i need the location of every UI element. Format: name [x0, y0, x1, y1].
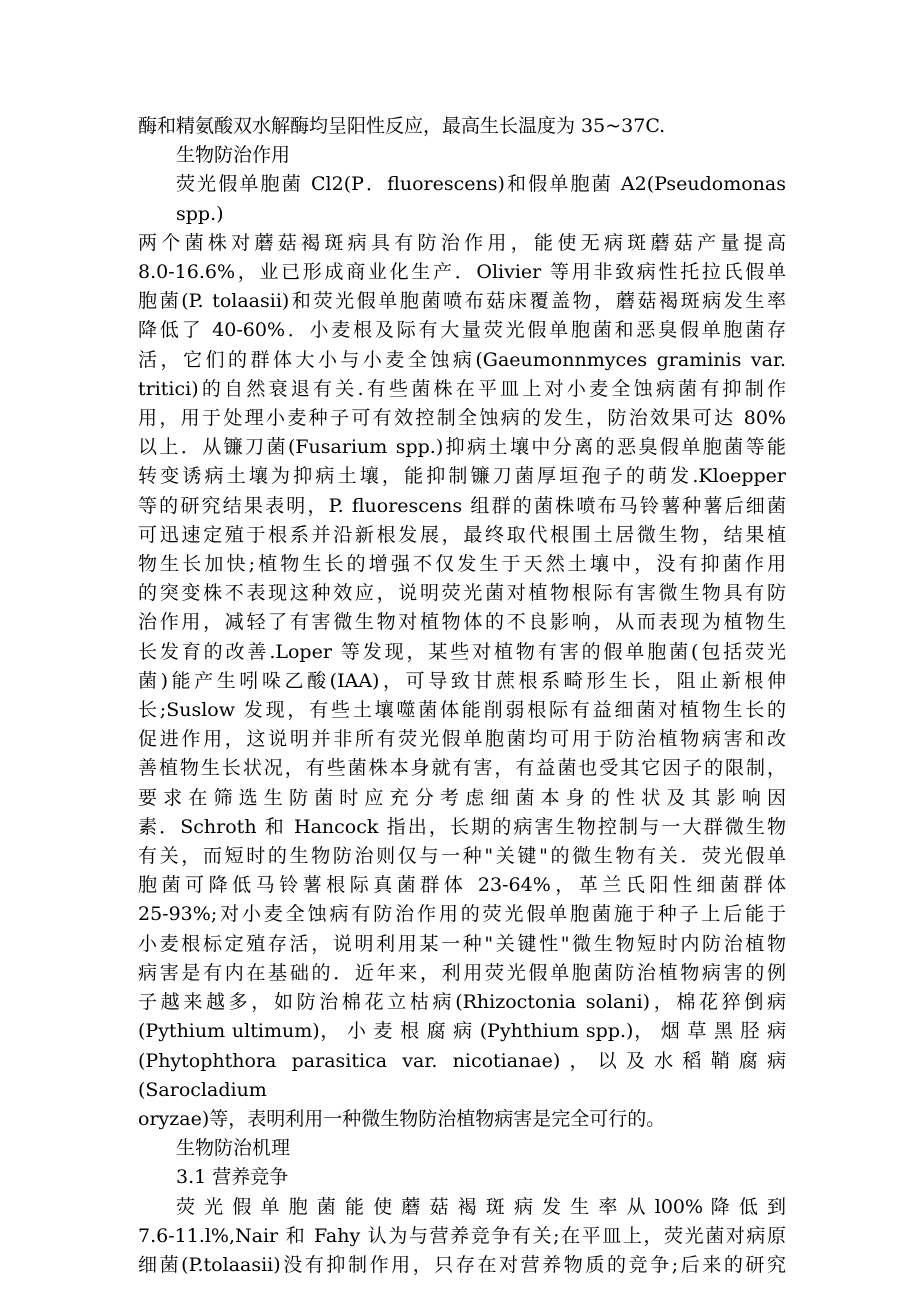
text-line: (Pythium ultimum)， 小 麦 根 腐 病 (Pyhthium spp.)， 烟 草 黑 胫 病 [138, 1020, 786, 1043]
text-line: 胞菌(P. tolaasii)和荧光假单胞菌喷布菇床覆盖物，蘑菇褐斑病发生率 [138, 290, 786, 313]
text-line: 7.6-11.l%,Nair 和 Fahy 认为与营养竞争有关;在平皿上，荧光菌对病原 [138, 1224, 786, 1247]
text-line: 胞菌可降低马铃薯根际真菌群体 23-64%，革兰氏阳性细菌群体 [138, 874, 786, 897]
text-line: 降低了 40-60%．小麦根及际有大量荧光假单胞菌和恶臭假单胞菌存 [138, 319, 786, 342]
text-line: 用，用于处理小麦种子可有效控制全蚀病的发生，防治效果可达 80% [138, 407, 786, 430]
text-line: 物生长加快;植物生长的增强不仅发生于天然土壤中，没有抑菌作用 [138, 553, 786, 576]
text-line: oryzae)等，表明利用一种微生物防治植物病害是完全可行的。 [138, 1107, 666, 1130]
text-line: (Phytophthora parasitica var. nicotianae)，以及水稻鞘腐病(Sarocladium [138, 1049, 786, 1101]
text-line: 生物防治作用 [176, 144, 291, 167]
text-line: 可迅速定殖于根系并沿新根发展，最终取代根围土居微生物，结果植 [138, 523, 786, 546]
text-line: 等的研究结果表明，P. fluorescens 组群的菌株喷布马铃薯种薯后细菌 [138, 494, 786, 517]
text-line: 活，它们的群体大小与小麦全蚀病(Gaeumonnmyces graminis var. [138, 348, 786, 371]
text-line: 子越来越多，如防治棉花立枯病(Rhizoctonia solani)，棉花猝倒病 [138, 991, 786, 1014]
text-line: 善植物生长状况，有些菌株本身就有害，有益菌也受其它因子的限制， [138, 757, 786, 780]
text-line: 荧 光 假 单 胞 菌 能 使 蘑 菇 褐 斑 病 发 生 率 从 l00% 降 低 到 [176, 1195, 786, 1218]
document-page [138, 112, 786, 1280]
text-line: 有关，而短时的生物防治则仅与一种"关键"的微生物有关．荧光假单 [138, 845, 786, 868]
text-line: 治作用，减轻了有害微生物对植物体的不良影响，从而表现为植物生 [138, 611, 786, 634]
text-line: 两个菌株对蘑菇褐斑病具有防治作用，能使无病斑蘑菇产量提高 [138, 231, 786, 254]
text-line: 荧光假单胞菌 Cl2(P．fluorescens)和假单胞菌 A2(Pseudomonas spp.) [176, 173, 786, 225]
text-line: 小麦根标定殖存活，说明利用某一种"关键性"微生物短时内防治植物 [138, 932, 786, 955]
text-line: 生物防治机理 [176, 1137, 291, 1160]
text-line: 素．Schroth 和 Hancock 指出，长期的病害生物控制与一大群微生物 [138, 815, 786, 838]
text-line: 长发育的改善.Loper 等发现，某些对植物有害的假单胞菌(包括荧光 [138, 640, 786, 663]
text-line: 3.1 营养竞争 [176, 1166, 289, 1189]
text-line: 要求在筛选生防菌时应充分考虑细菌本身的性状及其影响因 [138, 786, 786, 809]
text-line: 长;Suslow 发现，有些土壤噬菌体能削弱根际有益细菌对植物生长的 [138, 699, 786, 722]
text-line: 酶和精氨酸双水解酶均呈阳性反应，最高生长温度为 35~37C. [138, 115, 666, 137]
text-line: 8.0-16.6%，业已形成商业化生产．Olivier 等用非致病性托拉氏假单 [138, 261, 786, 284]
text-line: 的突变株不表现这种效应，说明荧光菌对植物根际有害微生物具有防 [138, 582, 786, 605]
text-line: 菌)能产生吲哚乙酸(IAA)，可导致甘蔗根系畸形生长，阻止新根伸 [138, 669, 786, 692]
text-line: 以上．从镰刀菌(Fusarium spp.)抑病土壤中分离的恶臭假单胞菌等能 [138, 436, 786, 459]
text-line: 转变诱病土壤为抑病土壤，能抑制镰刀菌厚垣孢子的萌发.Kloepper [138, 465, 786, 488]
text-line: 细菌(P.tolaasii)没有抑制作用，只存在对营养物质的竞争;后来的研究 [138, 1253, 786, 1276]
text-line: 病害是有内在基础的．近年来，利用荧光假单胞菌防治植物病害的例 [138, 961, 786, 984]
text-line: 25-93%;对小麦全蚀病有防治作用的荧光假单胞菌施于种子上后能于 [138, 903, 786, 926]
text-line: 促进作用，这说明并非所有荧光假单胞菌均可用于防治植物病害和改 [138, 728, 786, 751]
text-line: tritici)的自然衰退有关.有些菌株在平皿上对小麦全蚀病菌有抑制作 [138, 377, 786, 400]
